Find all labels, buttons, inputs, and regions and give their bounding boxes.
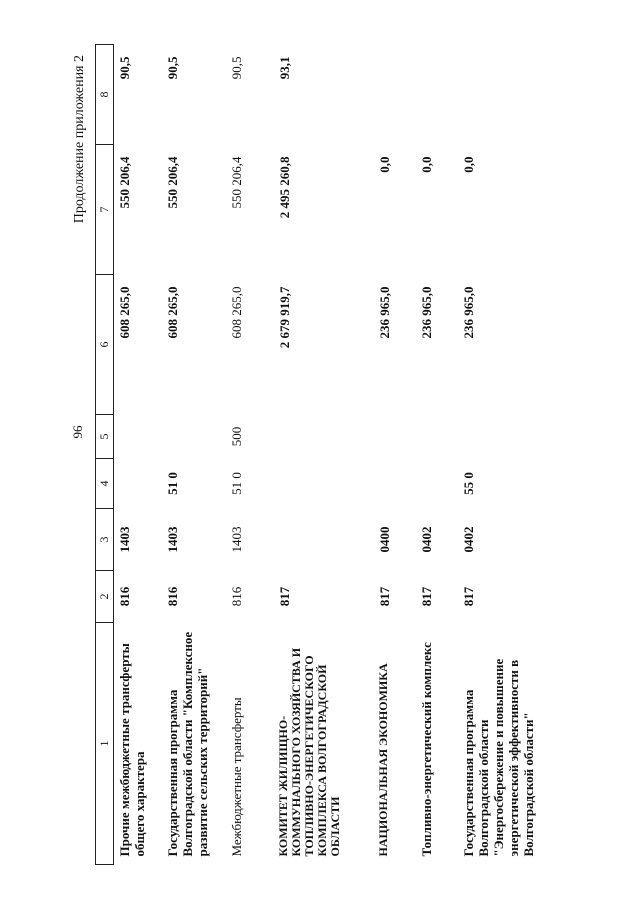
row-c3: 1403 bbox=[165, 526, 180, 553]
row-c4 bbox=[374, 459, 416, 509]
row-c3: 1403 bbox=[229, 526, 244, 553]
table-row bbox=[162, 45, 226, 865]
row-name: НАЦИОНАЛЬНАЯ ЭКОНОМИКА bbox=[376, 663, 390, 857]
row-c7: 0,0 bbox=[377, 156, 392, 173]
row-name: КОМИТЕТ ЖИЛИЩНО-КОММУНАЛЬНОГО ХОЗЯЙСТВА И ТОПЛИВНО-ЭНЕРГЕТИЧЕСКОГО КОМПЛЕКСА ВОЛГОГРАДСКОЙ ОБЛАСТИ bbox=[276, 647, 342, 857]
row-c4: 51 0 bbox=[229, 472, 244, 495]
row-c3: 1403 bbox=[117, 526, 132, 553]
row-c2: 816 bbox=[165, 586, 180, 607]
table-row bbox=[374, 45, 416, 865]
row-c8 bbox=[374, 45, 416, 145]
row-c4 bbox=[274, 459, 374, 509]
budget-table bbox=[95, 44, 544, 865]
column-header: 1 bbox=[96, 623, 114, 865]
row-c8: 90,5 bbox=[117, 56, 132, 80]
row-c7: 550 206,4 bbox=[117, 156, 132, 209]
table-row bbox=[458, 45, 544, 865]
row-c6: 2 679 919,7 bbox=[277, 286, 292, 349]
column-header: 6 bbox=[96, 275, 114, 415]
row-c2: 817 bbox=[277, 586, 292, 607]
row-c6: 608 265,0 bbox=[165, 286, 180, 339]
row-c4: 51 0 bbox=[165, 472, 180, 495]
row-c4 bbox=[114, 459, 163, 509]
row-c5 bbox=[274, 415, 374, 459]
row-name: Топливно-энергетический комплекс bbox=[419, 642, 434, 857]
landscape-page bbox=[70, 45, 610, 865]
column-header: 3 bbox=[96, 509, 114, 571]
row-c7: 550 206,4 bbox=[165, 156, 180, 209]
row-c2: 816 bbox=[117, 586, 132, 607]
row-c8: 90,5 bbox=[229, 56, 244, 80]
row-c8: 90,5 bbox=[165, 56, 180, 80]
row-c5 bbox=[162, 415, 226, 459]
row-c8: 93,1 bbox=[277, 56, 292, 80]
row-c7: 2 495 260,8 bbox=[277, 156, 292, 219]
page-number: 96 bbox=[70, 425, 85, 439]
row-c2: 817 bbox=[461, 586, 476, 607]
header-row bbox=[96, 45, 114, 865]
row-name: Государственная программа Волгоградской области "Комплексное развитие сельских территорий" bbox=[165, 631, 210, 857]
row-c4 bbox=[416, 459, 458, 509]
row-c5 bbox=[374, 415, 416, 459]
column-header: 5 bbox=[96, 415, 114, 459]
row-c7: 0,0 bbox=[461, 156, 476, 173]
column-header: 7 bbox=[96, 145, 114, 275]
table-row bbox=[226, 45, 274, 865]
row-c3: 0402 bbox=[419, 526, 434, 553]
row-c6: 608 265,0 bbox=[117, 286, 132, 339]
row-name: Прочие межбюджетные трансферты общего характера bbox=[117, 643, 147, 857]
row-c6: 608 265,0 bbox=[229, 286, 244, 339]
table-row bbox=[114, 45, 163, 865]
row-c3 bbox=[274, 509, 374, 571]
column-header: 4 bbox=[96, 459, 114, 509]
row-name: Межбюджетные трансферты bbox=[229, 697, 244, 857]
column-header: 8 bbox=[96, 45, 114, 145]
table-row bbox=[416, 45, 458, 865]
table-row bbox=[274, 45, 374, 865]
continuation-label: Продолжение приложения 2 bbox=[72, 55, 87, 224]
row-c5 bbox=[416, 415, 458, 459]
row-c5: 500 bbox=[229, 426, 244, 447]
row-c6: 236 965,0 bbox=[461, 286, 476, 339]
row-c2: 817 bbox=[377, 586, 392, 607]
row-c5 bbox=[458, 415, 544, 459]
row-c2: 816 bbox=[229, 586, 244, 607]
row-c6: 236 965,0 bbox=[377, 286, 392, 339]
row-c3: 0402 bbox=[461, 526, 476, 553]
row-c6: 236 965,0 bbox=[419, 286, 434, 339]
row-c8 bbox=[458, 45, 544, 145]
row-c7: 550 206,4 bbox=[229, 156, 244, 209]
column-header: 2 bbox=[96, 571, 114, 623]
row-name: Государственная программа Волгоградской области "Энергосбережение и повышение энергетической эффективности в Волгоградской области" bbox=[461, 658, 536, 857]
row-c7: 0,0 bbox=[419, 156, 434, 173]
row-c8 bbox=[416, 45, 458, 145]
row-c3: 0400 bbox=[377, 526, 392, 553]
row-c2: 817 bbox=[419, 586, 434, 607]
row-c4: 55 0 bbox=[461, 472, 476, 495]
row-c5 bbox=[114, 415, 163, 459]
